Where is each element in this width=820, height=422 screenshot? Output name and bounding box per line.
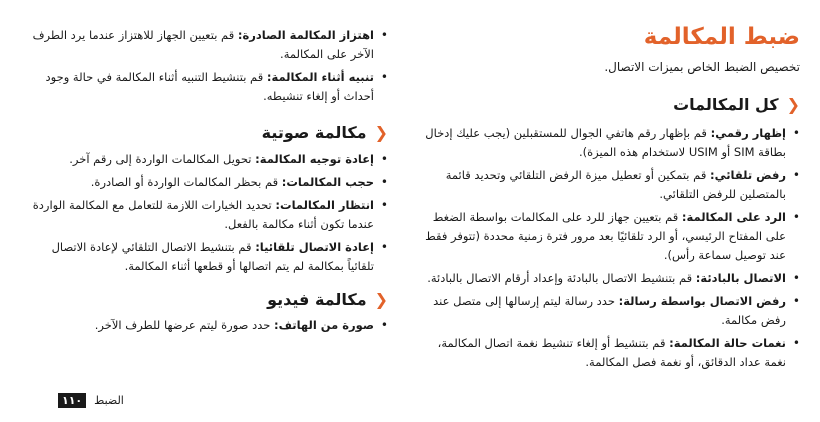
chevron-icon: ❮ [786, 95, 800, 114]
list-item: • إظهار رقمي: قم بإظهار رقم هاتفي الجوال للمستقبلين (يجب عليك إدخال بطاقة SIM أو USIM لاستخدام هذه الميزة). [425, 126, 800, 159]
all-calls-list [422, 124, 800, 376]
list-item: • الاتصال بالبادئة: قم بتنشيط الاتصال بالبادئة وإعداد أرقام الاتصال بالبادئة. [427, 271, 800, 285]
page-number: ١١٠ [58, 393, 86, 408]
list-item: • اهتزاز المكالمة الصادرة: قم بتعيين الجهاز للاهتزاز عندما يرد الطرف الآخر على المكالمة. [32, 28, 388, 61]
section-heading-voice-call: ❮ مكالمة صوتية [261, 123, 388, 142]
intro-text: تخصيص الضبط الخاص بميزات الاتصال. [604, 60, 800, 74]
list-item: • إعادة توجيه المكالمة: تحويل المكالمات الواردة إلى رقم آخر. [69, 152, 388, 166]
page-footer [58, 393, 124, 408]
list-item: • تنبيه أثناء المكالمة: قم بتنشيط التنبيه أثناء المكالمة في حالة وجود أحداث أو إلغاء تنشيطه. [45, 70, 388, 103]
list-item: • رفض الاتصال بواسطة رسالة: حدد رسالة ليتم إرسالها إلى متصل عند رفض مكالمة. [433, 294, 800, 327]
footer-label: الضبط [94, 394, 124, 407]
page-title: ضبط المكالمة [643, 24, 800, 50]
voice-call-list [28, 150, 388, 280]
section-heading-all-calls: ❮ كل المكالمات [673, 95, 800, 114]
list-item: • الرد على المكالمة: قم بتعيين جهاز للرد على المكالمات بواسطة الضغط على المفتاح الرئيسي، أو الرد تلقائيًا بعد مرور فترة زمنية محددة (تتوفر فقط عند توصيل سماعة رأس). [425, 210, 800, 262]
list-item: • انتظار المكالمات: تحديد الخيارات اللازمة للتعامل مع المكالمة الواردة عندما تكون أثناء مكالمة بالفعل. [32, 198, 388, 231]
list-item: • صورة من الهاتف: حدد صورة ليتم عرضها للطرف الآخر. [94, 318, 388, 332]
chevron-icon: ❮ [374, 290, 388, 309]
list-item: • نغمات حالة المكالمة: قم بتنشيط أو إلغاء تنشيط نغمة اتصال المكالمة، نغمة عداد الدقائق، أو نغمة فصل المكالمة. [437, 336, 800, 369]
list-item: • رفض تلقائي: قم بتمكين أو تعطيل ميزة الرفض التلقائي وتحديد قائمة بالمتصلين للرفض التلقائي. [445, 168, 800, 201]
left-top-list [28, 26, 388, 110]
chevron-icon: ❮ [374, 123, 388, 142]
video-call-list [28, 316, 388, 339]
list-item: • حجب المكالمات: قم بحظر المكالمات الواردة أو الصادرة. [90, 175, 388, 189]
section-heading-video-call: ❮ مكالمة فيديو [267, 290, 388, 309]
list-item: • إعادة الاتصال تلقائيا: قم بتنشيط الاتصال التلقائي لإعادة الاتصال تلقائياً بمكالمة لم يتم اتصالها أو قطعها أثناء المكالمة. [51, 240, 388, 273]
